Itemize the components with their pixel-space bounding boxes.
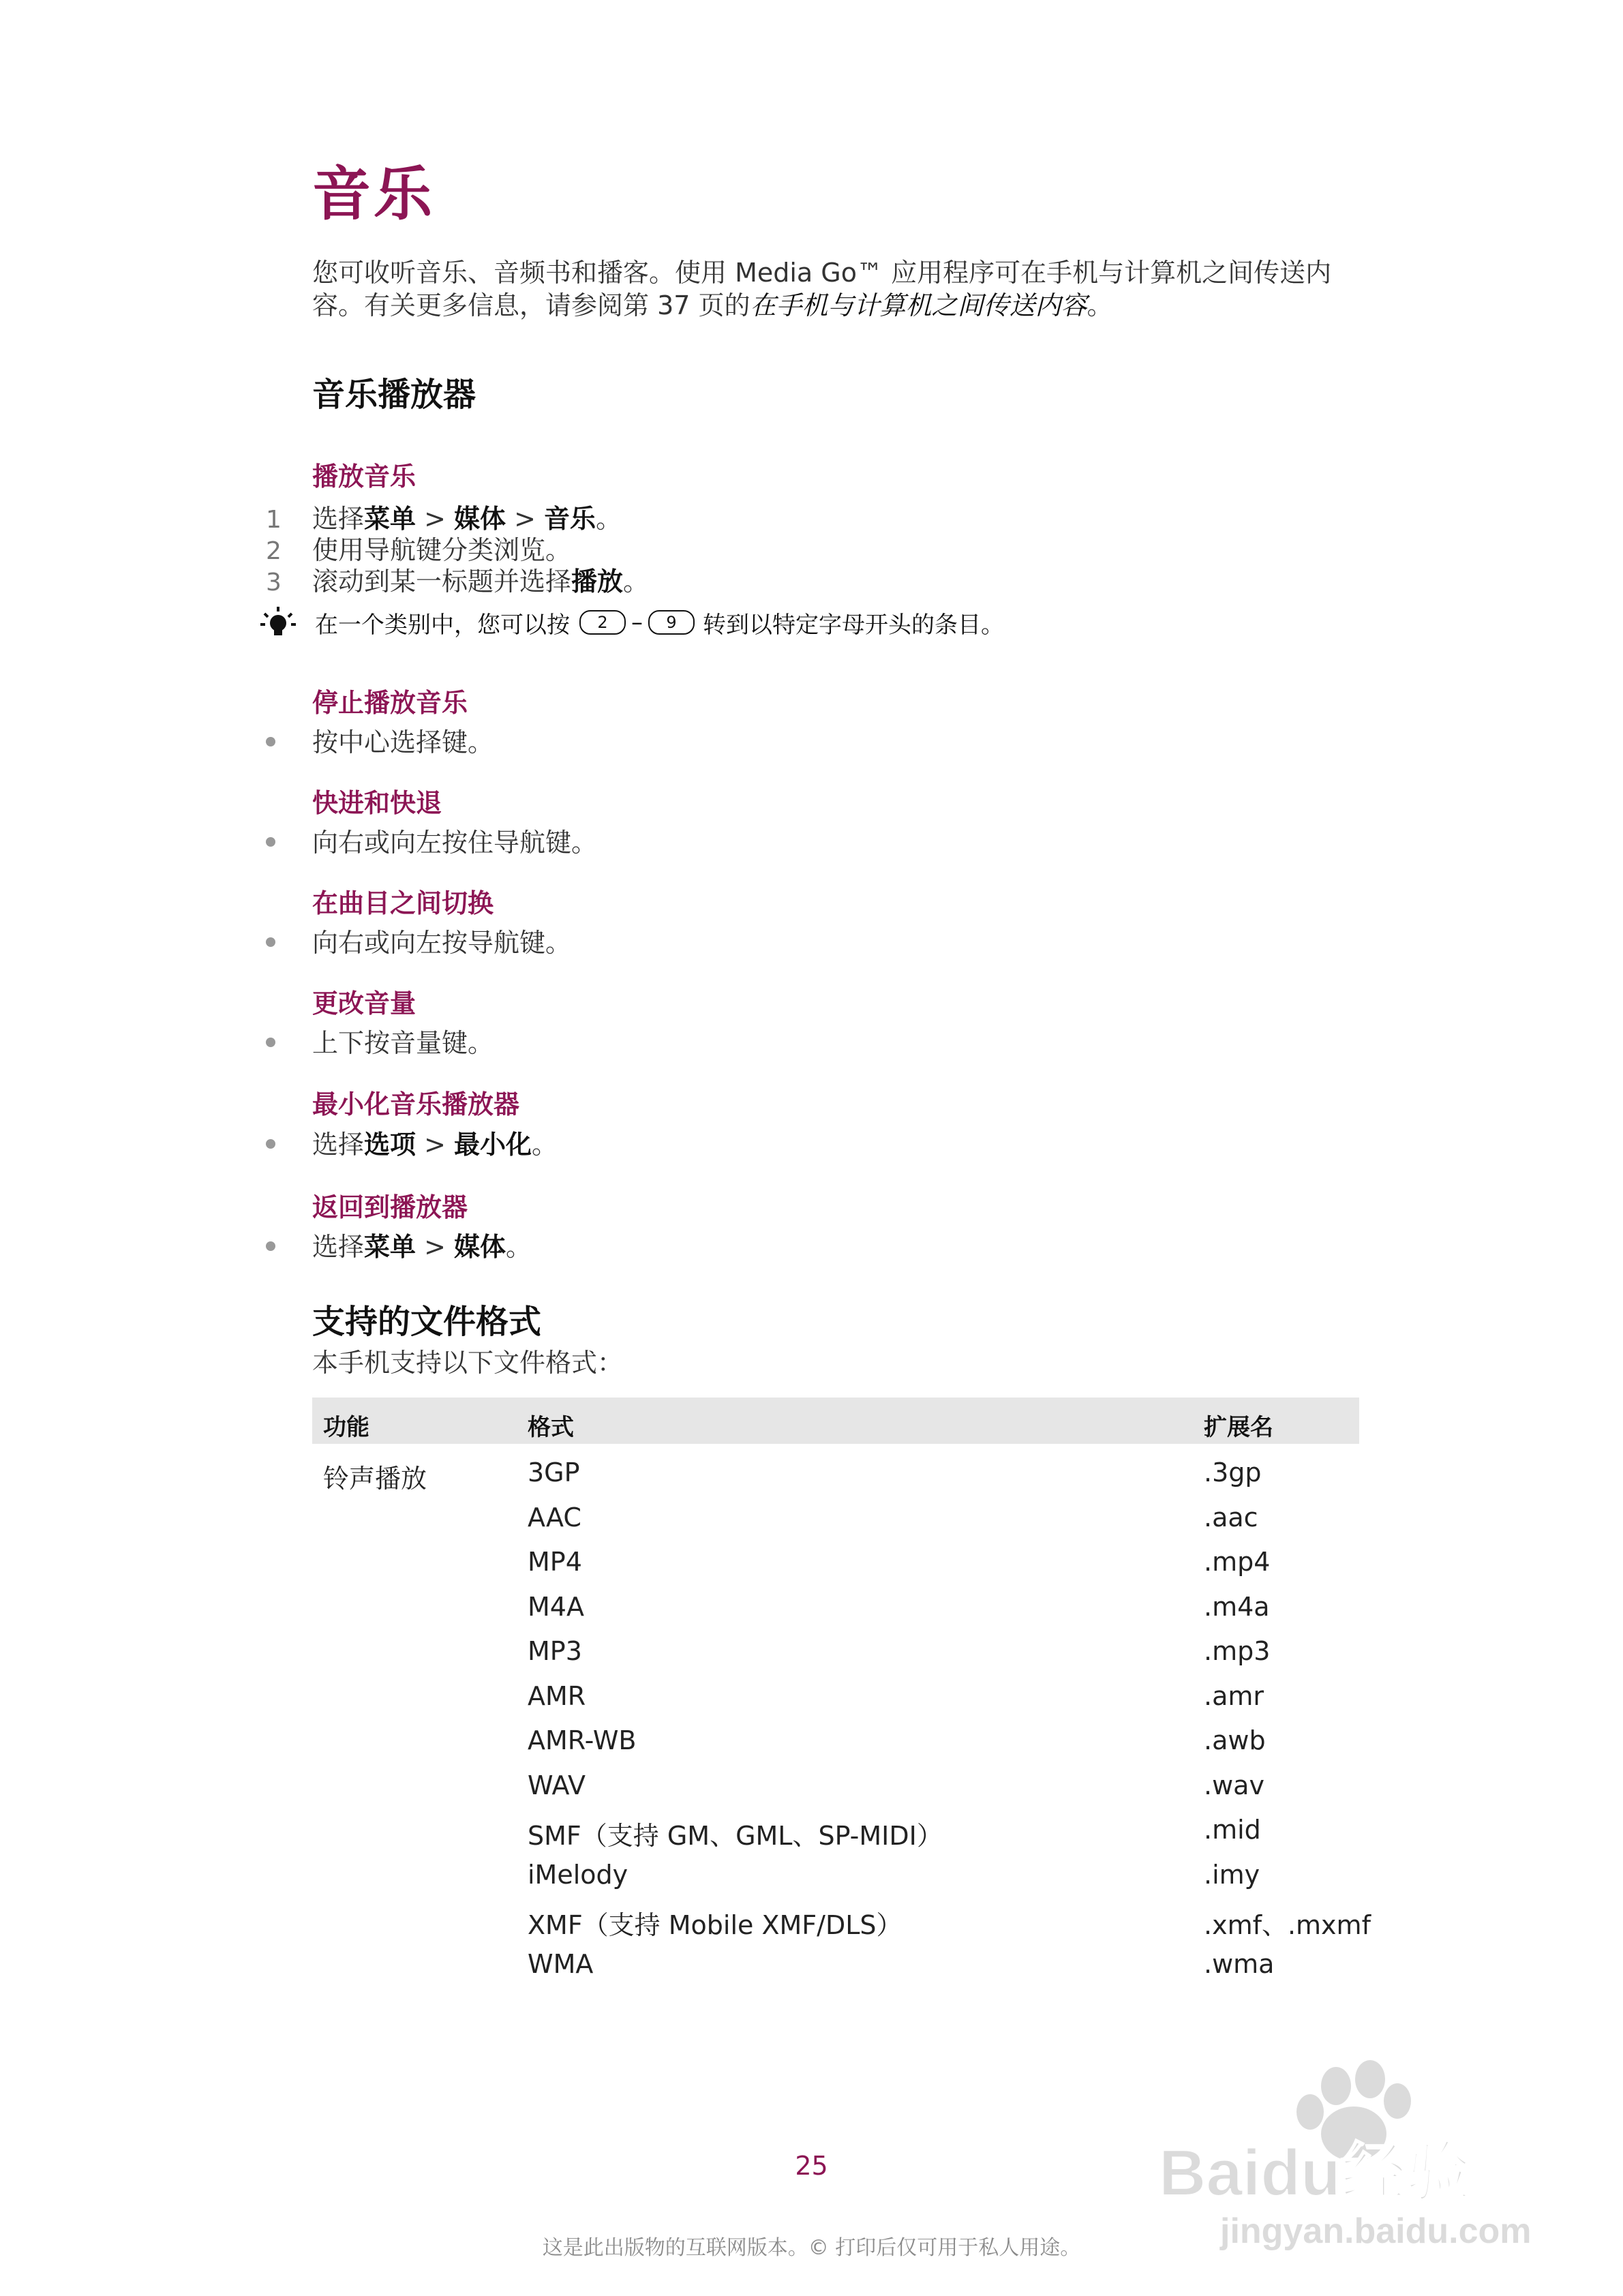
bullet-separator: > [416,1130,455,1160]
extension-cell: .xmf、.mxmf [1204,1910,1371,1940]
bullet-seek [266,821,598,858]
step-separator: > [416,504,455,534]
extension-cell: .mp3 [1204,1636,1271,1666]
heading-return-to-player: 返回到播放器 [312,1192,468,1222]
bullet-punctuation: 。 [532,1130,558,1160]
bullet-text: 选择 [312,1232,365,1262]
play-term: 播放 [571,567,624,596]
formats-subtitle: 本手机支持以下文件格式： [312,1348,624,1378]
heading-seek: 快进和快退 [312,788,442,818]
step-3 [266,560,650,596]
bullet-dot [266,1241,275,1251]
step-number: 1 [266,506,282,534]
step-text: 滚动到某一标题并选择 [312,567,572,596]
key-2-icon: 2 [579,610,626,635]
bullet-punctuation: 。 [506,1232,532,1262]
bullet-text: 向右或向左按住导航键。 [312,828,598,858]
bullet-dot [266,737,275,746]
tip-text: 在一个类别中，您可以按 [315,611,570,639]
bullet-text: 选择 [312,1130,365,1160]
watermark-url: jingyan.baidu.com [1220,2211,1532,2251]
menu-term: 菜单 [364,1232,416,1262]
extension-cell: .mid [1204,1815,1261,1845]
menu-term: 菜单 [364,504,416,534]
heading-play-music: 播放音乐 [312,462,416,492]
intro-text: 您可收听音乐、音频书和播客。使用 Media Go™ 应用程序可在手机与计算机之间传送内容。有关更多信息，请参阅第 37 页的 [312,258,1332,320]
tip-dash: – [631,609,643,636]
format-cell: XMF（支持 Mobile XMF/DLS） [528,1910,902,1940]
extension-cell: .m4a [1204,1592,1270,1622]
extension-cell: .amr [1204,1681,1264,1711]
intro-cross-reference-link[interactable]: 在手机与计算机之间传送内容 [750,290,1087,320]
column-header-extension: 扩展名 [1204,1414,1273,1441]
extension-cell: .imy [1204,1860,1260,1890]
section-heading-music-player: 音乐播放器 [312,376,476,414]
bullet-return [266,1226,532,1262]
step-separator: > [506,504,545,534]
extension-cell: .wav [1204,1770,1264,1800]
function-cell: 铃声播放 [323,1464,427,1494]
format-cell: AMR-WB [528,1725,637,1755]
format-cell: 3GP [528,1457,580,1487]
format-cell: WAV [528,1770,586,1800]
extension-cell: .wma [1204,1949,1275,1979]
heading-volume: 更改音量 [312,988,416,1018]
intro-paragraph [312,256,1376,322]
column-header-function: 功能 [323,1414,369,1441]
options-term: 选项 [364,1130,416,1160]
step-1 [266,498,622,534]
bullet-dot [266,937,275,947]
format-cell: M4A [528,1592,584,1622]
tip-text-end: 转到以特定字母开头的条目。 [703,611,1004,639]
step-text: 使用导航键分类浏览。 [312,535,572,565]
baidu-jingyan-watermark [1152,2059,1534,2256]
format-cell: AAC [528,1502,581,1532]
format-cell: SMF（支持 GM、GML、SP-MIDI） [528,1821,943,1851]
music-term: 音乐 [544,504,596,534]
key-9-icon: 9 [648,610,695,635]
page-number: 25 [795,2151,828,2181]
bullet-dot [266,837,275,847]
format-cell: MP3 [528,1636,582,1666]
heading-stop-music: 停止播放音乐 [312,688,468,718]
footer-notice: 这是此出版物的互联网版本。© 打印后仅可用于私人用途。 [542,2236,1081,2260]
extension-cell: .3gp [1204,1457,1262,1487]
bullet-dot [266,1038,275,1047]
column-header-format: 格式 [528,1414,574,1441]
bullet-volume [266,1022,494,1058]
bullet-text: 向右或向左按导航键。 [312,928,572,958]
extension-cell: .awb [1204,1725,1266,1755]
step-2 [266,529,572,565]
step-number: 3 [266,569,282,596]
format-cell: MP4 [528,1547,582,1577]
format-cell: AMR [528,1681,586,1711]
minimize-term: 最小化 [454,1130,532,1160]
media-term: 媒体 [454,504,506,534]
lightbulb-icon [259,605,297,639]
bullet-dot [266,1139,275,1149]
bullet-text: 上下按音量键。 [312,1028,494,1058]
watermark-brand: Baidu经验 [1159,2136,1472,2209]
media-term: 媒体 [454,1232,506,1262]
bullet-separator: > [416,1232,455,1262]
intro-text-end: 。 [1087,290,1113,320]
step-number: 2 [266,537,282,565]
format-cell: WMA [528,1949,594,1979]
bullet-switch [266,922,572,958]
step-punctuation: 。 [596,504,622,534]
format-cell: iMelody [528,1860,628,1890]
extension-cell: .mp4 [1204,1547,1271,1577]
extension-cell: .aac [1204,1502,1258,1532]
step-text: 选择 [312,504,365,534]
bullet-stop [266,721,494,757]
table-header [312,1398,1359,1444]
tip-note [259,605,1004,639]
heading-minimize: 最小化音乐播放器 [312,1089,520,1119]
page-title: 音乐 [312,160,435,228]
bullet-text: 按中心选择键。 [312,727,494,757]
bullet-minimize [266,1123,558,1160]
section-heading-file-formats: 支持的文件格式 [312,1303,542,1341]
step-punctuation: 。 [623,567,650,596]
heading-switch-tracks: 在曲目之间切换 [312,888,494,918]
